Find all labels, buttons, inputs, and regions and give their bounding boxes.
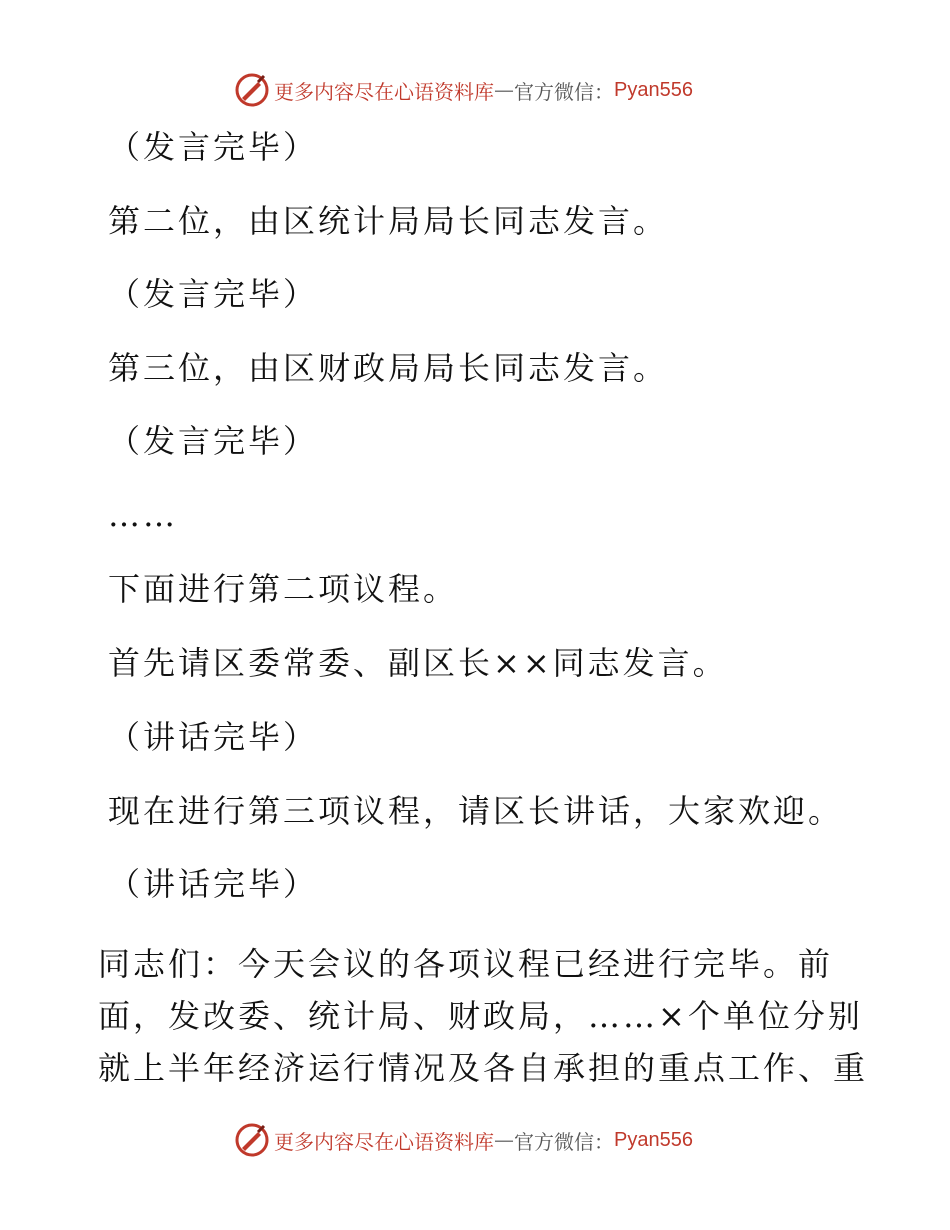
watermark-dash: — [494,1128,514,1152]
text-line: （发言完毕） [108,275,319,313]
text-line: …… [108,496,178,534]
body-paragraph [98,938,869,1094]
text-line: 首先请区委常委、副区长××同志发言。 [108,644,728,682]
header-watermark [234,70,693,110]
quill-logo-icon [234,72,270,108]
footer-watermark [234,1120,693,1160]
watermark-brand: 更多内容尽在心语资料库 [274,79,494,104]
text-line: （讲话完毕） [108,865,319,903]
paragraph-line: 就上半年经济运行情况及各自承担的重点工作、重 [98,1049,869,1087]
text-line: 现在进行第三项议程，请区长讲话，大家欢迎。 [108,792,844,830]
watermark-dash: — [494,78,514,102]
watermark-label: 官方微信： [514,1129,614,1154]
paragraph-line: 同志们：今天会议的各项议程已经进行完毕。前 [98,945,834,983]
text-line: 第二位，由区统计局局长同志发言。 [108,202,669,240]
paragraph-line: 面，发改委、统计局、财政局，……×个单位分别 [98,997,863,1035]
text-line: 第三位，由区财政局局长同志发言。 [108,349,669,387]
watermark-id: Pyan556 [614,1128,693,1151]
watermark-label: 官方微信： [514,79,614,104]
text-line: （讲话完毕） [108,718,319,756]
quill-logo-icon [234,1122,270,1158]
watermark-brand: 更多内容尽在心语资料库 [274,1129,494,1154]
text-line: 下面进行第二项议程。 [108,570,459,608]
text-line: （发言完毕） [108,128,319,166]
watermark-id: Pyan556 [614,78,693,101]
text-line: （发言完毕） [108,422,319,460]
